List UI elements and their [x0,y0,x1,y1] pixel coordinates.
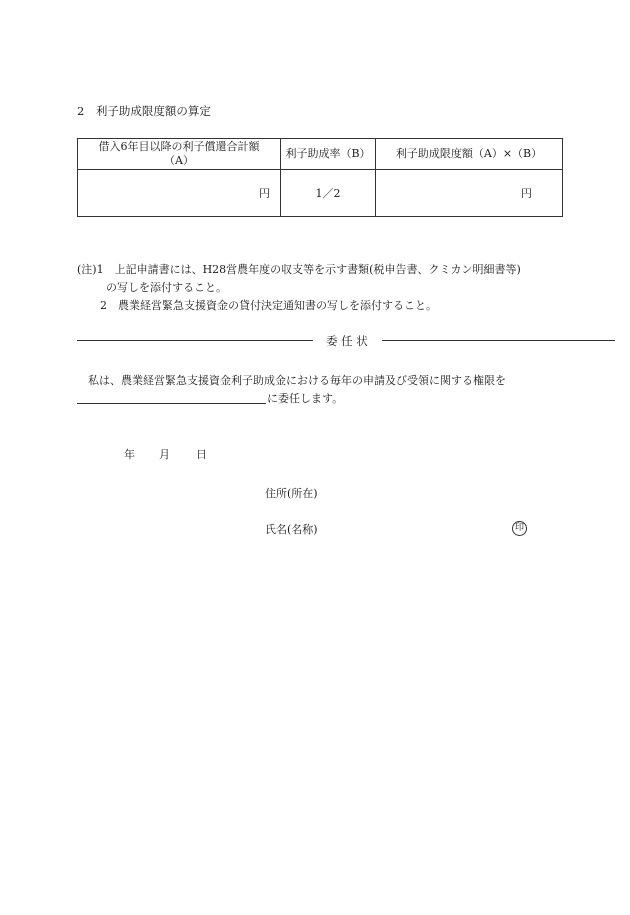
note-line-1: (注)1 上記申請書には、H28営農年度の収支等を示す書類(税申告書、クミカン明細書等) [77,263,521,276]
calculation-table [77,138,563,217]
name-label: 氏名(名称) [265,523,318,536]
header-total-repayment-line2: （A） [164,154,194,167]
header-subsidy-limit: 利子助成限度額（A）×（B） [376,139,563,170]
header-total-repayment-line1: 借入6年目以降の利子償還合計額 [98,140,260,153]
cell-subsidy-limit-yen: 円 [376,170,563,217]
table-header-row [78,139,563,170]
date-day: 日 [196,448,207,461]
delegate-name-blank [77,403,266,404]
cell-total-repayment-yen: 円 [78,170,281,217]
cell-subsidy-rate: 1／2 [281,170,376,217]
delegation-title: 委 任 状 [326,334,368,348]
note-line-3: 2 農業経営緊急支援資金の貸付決定通知書の写しを添付すること。 [100,299,437,312]
table-row [78,170,563,217]
divider-left [77,340,313,341]
section-title: 2 利子助成限度額の算定 [77,104,211,118]
date-year: 年 [124,448,135,461]
divider-right [382,340,615,341]
note-line-2: の写しを添付すること。 [106,281,227,294]
address-label: 住所(所在) [265,487,318,500]
date-month: 月 [159,448,170,461]
seal-mark: 印 [512,521,527,536]
delegation-text-line-2: に委任します。 [267,392,344,405]
header-total-repayment [78,139,281,170]
delegation-text-line-1: 私は、農業経営緊急支援資金利子助成金における毎年の申請及び受領に関する権限を [88,374,506,387]
header-subsidy-rate: 利子助成率（B） [281,139,376,170]
